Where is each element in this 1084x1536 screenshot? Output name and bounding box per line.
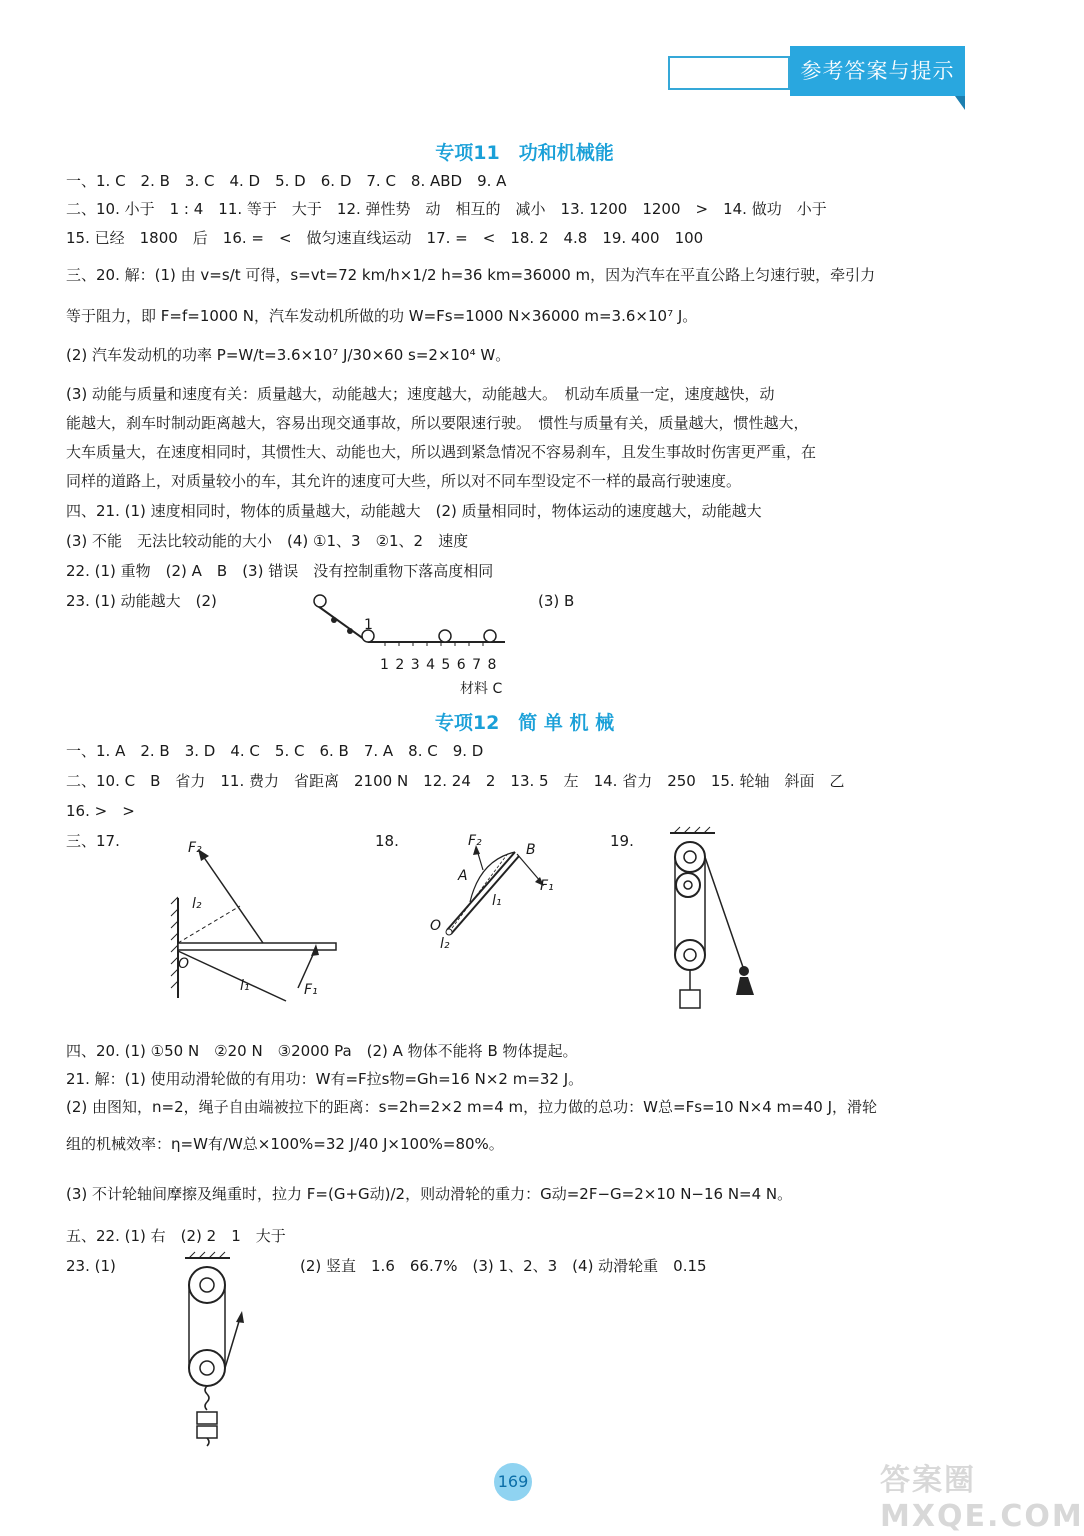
- text-line: 一、1. A 2. B 3. D 4. C 5. C 6. B 7. A 8. C 9. D: [66, 742, 484, 760]
- fig17-O: O: [178, 956, 190, 972]
- text-line: 组的机械效率：η=W有/W总×100%=32 J/40 J×100%=80%。: [66, 1135, 504, 1153]
- pulley-figure-23: [180, 1250, 260, 1450]
- fig18-l2: l₂: [440, 936, 450, 952]
- text-line: (3) 动能与质量和速度有关：质量越大，动能越大；速度越大，动能越大。 机动车质量一定，速度越快，动: [66, 385, 775, 403]
- fig17-F2: F₂: [188, 840, 202, 856]
- text-line: 四、21. (1) 速度相同时，物体的质量越大，动能越大 (2) 质量相同时，物体运动的速度越大，动能越大: [66, 502, 762, 520]
- text-line: (2) 由图知，n=2，绳子自由端被拉下的距离：s=2h=2×2 m=4 m，拉力做的总功：W总=Fs=10 N×4 m=40 J，滑轮: [66, 1098, 877, 1116]
- text-line: (3) 不能 无法比较动能的大小 (4) ①1、3 ②1、2 速度: [66, 532, 469, 550]
- text-line: 一、1. C 2. B 3. C 4. D 5. D 6. D 7. C 8. ABD 9. A: [66, 172, 507, 190]
- fig17-F1: F₁: [304, 982, 318, 998]
- page-number: 169: [494, 1463, 532, 1501]
- text-line: 23. (1) 动能越大 (2): [66, 592, 217, 610]
- fig18-O: O: [430, 918, 442, 934]
- text-line: 二、10. C B 省力 11. 费力 省距离 2100 N 12. 24 2 13. 5 左 14. 省力 250 15. 轮轴 斜面 乙: [66, 772, 845, 790]
- text-line: 能越大，刹车时制动距离越大，容易出现交通事故，所以要限速行驶。 惯性与质量有关，质量越大，惯性越大，: [66, 414, 809, 432]
- text-line: 三、20. 解：(1) 由 v=s/t 可得，s=vt=72 km/h×1/2 h=36 km=36000 m，因为汽车在平直公路上匀速行驶，牵引力: [66, 266, 876, 284]
- ramp-label-1: 1: [364, 617, 373, 633]
- text-line: 15. 已经 1800 后 16. = < 做匀速直线运动 17. = < 18. 2 4.8 19. 400 100: [66, 229, 704, 247]
- q23-part3: (3) B: [538, 592, 575, 610]
- text-line: 四、20. (1) ①50 N ②20 N ③2000 Pa (2) A 物体不能将 B 物体提起。: [66, 1042, 578, 1060]
- ramp-material-label: 材料 C: [460, 681, 503, 697]
- fig18-B: B: [526, 842, 536, 858]
- q23a-label: 23. (1): [66, 1257, 116, 1275]
- text-line: 21. 解：(1) 使用动滑轮做的有用功：W有=F拉s物=Gh=16 N×2 m=32 J。: [66, 1070, 584, 1088]
- text-line: 16. > >: [66, 802, 135, 820]
- q19-label: 19.: [610, 832, 634, 850]
- pulley-figure-19: [660, 825, 770, 1015]
- text-line: 22. (1) 重物 (2) A B (3) 错误 没有控制重物下落高度相同: [66, 562, 494, 580]
- fig17-l2: l₂: [192, 896, 202, 912]
- fig17-l1: l₁: [240, 978, 250, 994]
- fig18-A: A: [458, 868, 468, 884]
- q18-label: 18.: [375, 832, 399, 850]
- text-line: 同样的道路上，对质量较小的车，其允许的速度可大些，所以对不同车型设定不一样的最高行驶速度。: [66, 472, 742, 490]
- text-line: 大车质量大，在速度相同时，其惯性大、动能也大，所以遇到紧急情况不容易刹车，且发生事故时伤害更严重，在: [66, 443, 817, 461]
- text-line: (3) 不计轮轴间摩擦及绳重时，拉力 F=(G+G动)/2，则动滑轮的重力：G动=2F−G=2×10 N−16 N=4 N。: [66, 1185, 793, 1203]
- text-line: 二、10. 小于 1 : 4 11. 等于 大于 12. 弹性势 动 相互的 减小 13. 1200 1200 > 14. 做功 小于: [66, 200, 827, 218]
- section-title-12: 专项12 简 单 机 械: [434, 712, 615, 734]
- q17-label: 三、17.: [66, 832, 120, 850]
- fig18-l1: l₁: [492, 893, 502, 909]
- ramp-figure: [300, 590, 520, 660]
- fig18-F1: F₁: [540, 878, 554, 894]
- text-line: 等于阻力，即 F=f=1000 N，汽车发动机所做的功 W=Fs=1000 N×36000 m=3.6×10⁷ J。: [66, 307, 698, 325]
- header-tab: 参考答案与提示: [790, 46, 965, 96]
- watermark: 答案圈 MXQE.COM: [880, 1463, 1084, 1534]
- header-box: [668, 56, 790, 90]
- text-line: (2) 汽车发动机的功率 P=W/t=3.6×10⁷ J/30×60 s=2×10⁴ W。: [66, 346, 511, 364]
- section-title-11: 专项11 功和机械能: [435, 142, 614, 164]
- q23b-text: (2) 竖直 1.6 66.7% (3) 1、2、3 (4) 动滑轮重 0.15: [300, 1257, 707, 1275]
- fig18-F2: F₂: [468, 833, 482, 849]
- ramp-marks: 1 2 3 4 5 6 7 8: [380, 657, 498, 673]
- text-line: 五、22. (1) 右 (2) 2 1 大于: [66, 1227, 286, 1245]
